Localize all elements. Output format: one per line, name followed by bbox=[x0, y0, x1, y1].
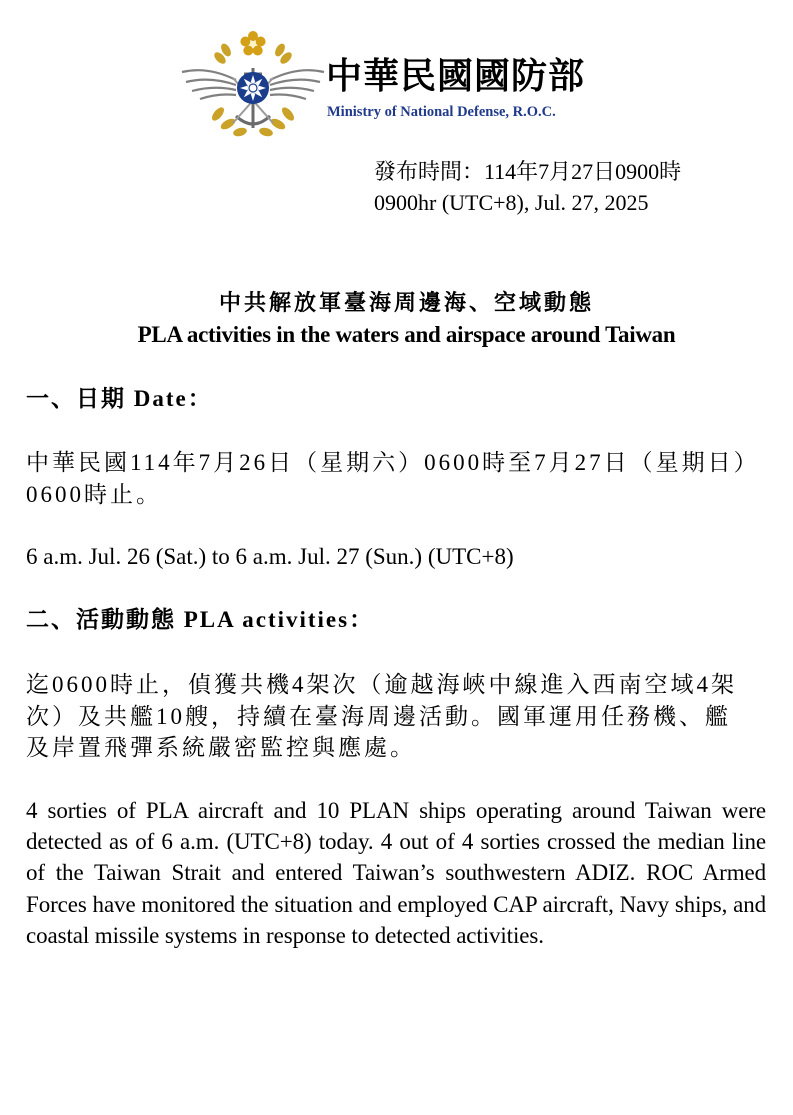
title-en: PLA activities in the waters and airspace around Taiwan bbox=[137, 322, 676, 347]
release-time-en: 0900hr (UTC+8), Jul. 27, 2025 bbox=[374, 190, 649, 215]
release-time bbox=[374, 156, 681, 218]
section-activities-heading: 二、活動動態 PLA activities： bbox=[26, 607, 375, 632]
activities-text-zh: 迄0600時止，偵獲共機4架次（逾越海峽中線進入西南空域4架次）及共艦10艘，持續在臺海周邊活動。國軍運用任務機、艦及岸置飛彈系統嚴密監控與應處。 bbox=[26, 672, 737, 760]
date-text-zh: 中華民國114年7月26日（星期六）0600時至7月27日（星期日）0600時止。 bbox=[26, 450, 749, 507]
title-zh: 中共解放軍臺海周邊海、空域動態 bbox=[218, 290, 594, 315]
activities-text-en: 4 sorties of PLA aircraft and 10 PLAN ships operating around Taiwan were detected as of 6 a.m. (UTC+8) today. 4 out of 4 sorties crossed the median line of the Taiwan Strait and entered Taiwan’s southwestern ADIZ. ROC Armed Forces have monitored the situation and employed CAP aircraft, Navy ships, and coastal missile systems in response to detected activities. bbox=[26, 798, 766, 948]
section-date-heading: 一、日期 Date： bbox=[26, 386, 213, 411]
ministry-name-en: Ministry of National Defense, R.O.C. bbox=[327, 104, 556, 120]
ministry-name-zh: 中華民國國防部 bbox=[326, 56, 586, 97]
mnd-emblem-icon bbox=[178, 28, 328, 140]
date-text-en: 6 a.m. Jul. 26 (Sat.) to 6 a.m. Jul. 27 (Sun.) (UTC+8) bbox=[26, 544, 514, 569]
release-time-zh: 發布時間：114年7月27日0900時 bbox=[374, 159, 682, 184]
